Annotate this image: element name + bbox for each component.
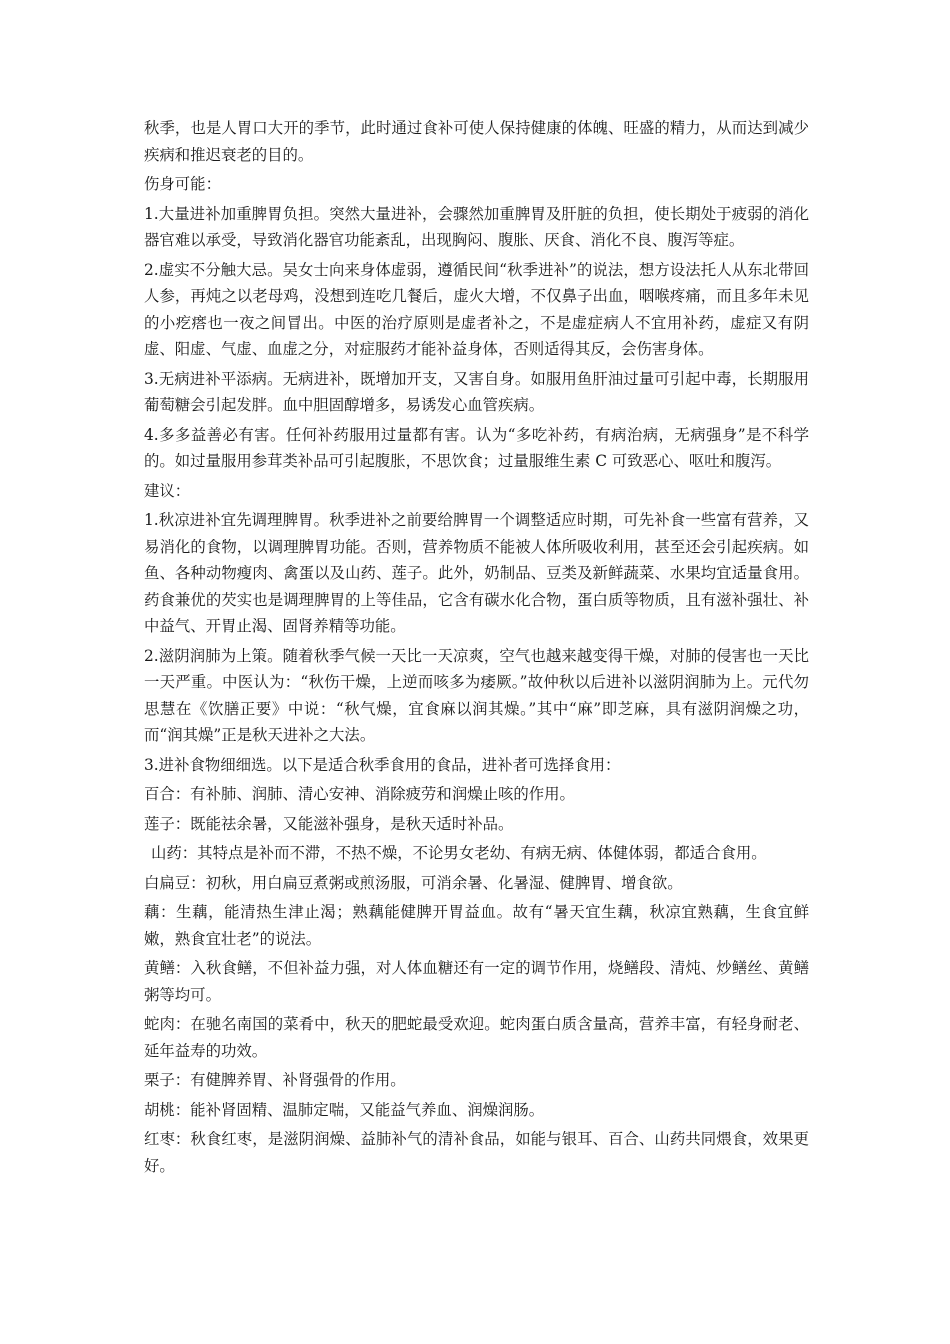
risk-item-4: 4.多多益善必有害。任何补药服用过量都有害。认为“多吃补药，有病治病，无病强身”是不科学的。如过量服用参茸类补品可引起腹胀，不思饮食；过量服维生素 C 可致恶心、呕吐和腹泻。: [144, 425, 809, 470]
risk-item-3: 3.无病进补平添病。无病进补，既增加开支，又害自身。如服用鱼肝油过量可引起中毒，长期服用葡萄糖会引起发胖。血中胆固醇增多，易诱发心血管疾病。: [144, 369, 809, 414]
advice-item-2: 2.滋阴润肺为上策。随着秋季气候一天比一天凉爽，空气也越来越变得干燥，对肺的侵害也一天比一天严重。中医认为：“秋伤干燥，上逆而咳多为痿厥。”故仲秋以后进补以滋阴润肺为上。元代勿思慧在《饮膳正要》中说：“秋气燥，宜食麻以润其燥。”其中“麻”即芝麻，具有滋阴润燥之功，而“润其燥”正是秋天进补之大法。: [144, 646, 809, 744]
risk-item-2: 2.虚实不分触大忌。吴女士向来身体虚弱，遵循民间“秋季进补”的说法，想方设法托人从东北带回人参，再炖之以老母鸡，没想到连吃几餐后，虚火大增，不仅鼻子出血，咽喉疼痛，而且多年未见的小疙瘩也一夜之间冒出。中医的治疗原则是虚者补之，不是虚症病人不宜用补药，虚症又有阴虚、阳虚、气虚、血虚之分，对症服药才能补益身体，否则适得其反，会伤害身体。: [144, 260, 809, 358]
section-heading-risks: 伤身可能：: [144, 175, 221, 193]
food-item-lotus-root: 藕：生藕，能清热生津止渴；熟藕能健脾开胃益血。故有“暑天宜生藕，秋凉宜熟藕，生食宜鲜嫩，熟食宜壮老”的说法。: [144, 903, 809, 948]
advice-item-3: 3.进补食物细细选。以下是适合秋季食用的食品，进补者可选择食用：: [144, 755, 621, 774]
food-item-eel: 黄鳝：入秋食鳝，不但补益力强，对人体血糖还有一定的调节作用，烧鳝段、清炖、炒鳝丝、黄鳝粥等均可。: [144, 959, 809, 1004]
food-item-yam: 山药：其特点是补而不滞，不热不燥，不论男女老幼、有病无病、体健体弱，都适合食用。: [151, 844, 767, 862]
food-item-lily: 百合：有补肺、润肺、清心安神、消除疲劳和润燥止咳的作用。: [144, 785, 575, 803]
food-item-white-bean: 白扁豆：初秋，用白扁豆煮粥或煎汤服，可消余暑、化暑湿、健脾胃、增食欲。: [144, 873, 683, 892]
food-item-jujube: 红枣：秋食红枣，是滋阴润燥、益肺补气的清补食品，如能与银耳、百合、山药共同煨食，效果更好。: [144, 1130, 809, 1175]
food-item-lotus-seed: 莲子：既能祛余暑，又能滋补强身，是秋天适时补品。: [144, 814, 514, 833]
food-item-walnut: 胡桃：能补肾固精、温肺定喘，又能益气养血、润燥润肠。: [144, 1100, 545, 1119]
intro-paragraph: 秋季，也是人胃口大开的季节，此时通过食补可使人保持健康的体魄、旺盛的精力，从而达到减少疾病和推迟衰老的目的。: [144, 119, 809, 164]
section-heading-advice: 建议：: [144, 481, 191, 500]
food-item-snake-meat: 蛇肉：在驰名南国的菜肴中，秋天的肥蛇最受欢迎。蛇肉蛋白质含量高，营养丰富，有轻身耐老、延年益寿的功效。: [144, 1015, 809, 1060]
document-body: [144, 115, 809, 1182]
advice-item-1: 1.秋凉进补宜先调理脾胃。秋季进补之前要给脾胃一个调整适应时期，可先补食一些富有营养，又易消化的食物，以调理脾胃功能。否则，营养物质不能被人体所吸收利用，甚至还会引起疾病。如鱼、各种动物瘦肉、禽蛋以及山药、莲子。此外，奶制品、豆类及新鲜蔬菜、水果均宜适量食用。药食兼优的芡实也是调理脾胃的上等佳品，它含有碳水化合物，蛋白质等物质，且有滋补强壮、补中益气、开胃止渴、固肾养精等功能。: [144, 511, 809, 635]
food-item-chestnut: 栗子：有健脾养胃、补肾强骨的作用。: [144, 1071, 406, 1089]
risk-item-1: 1.大量进补加重脾胃负担。突然大量进补，会骤然加重脾胃及肝脏的负担，使长期处于疲弱的消化器官难以承受，导致消化器官功能紊乱，出现胸闷、腹胀、厌食、消化不良、腹泻等症。: [144, 204, 809, 249]
